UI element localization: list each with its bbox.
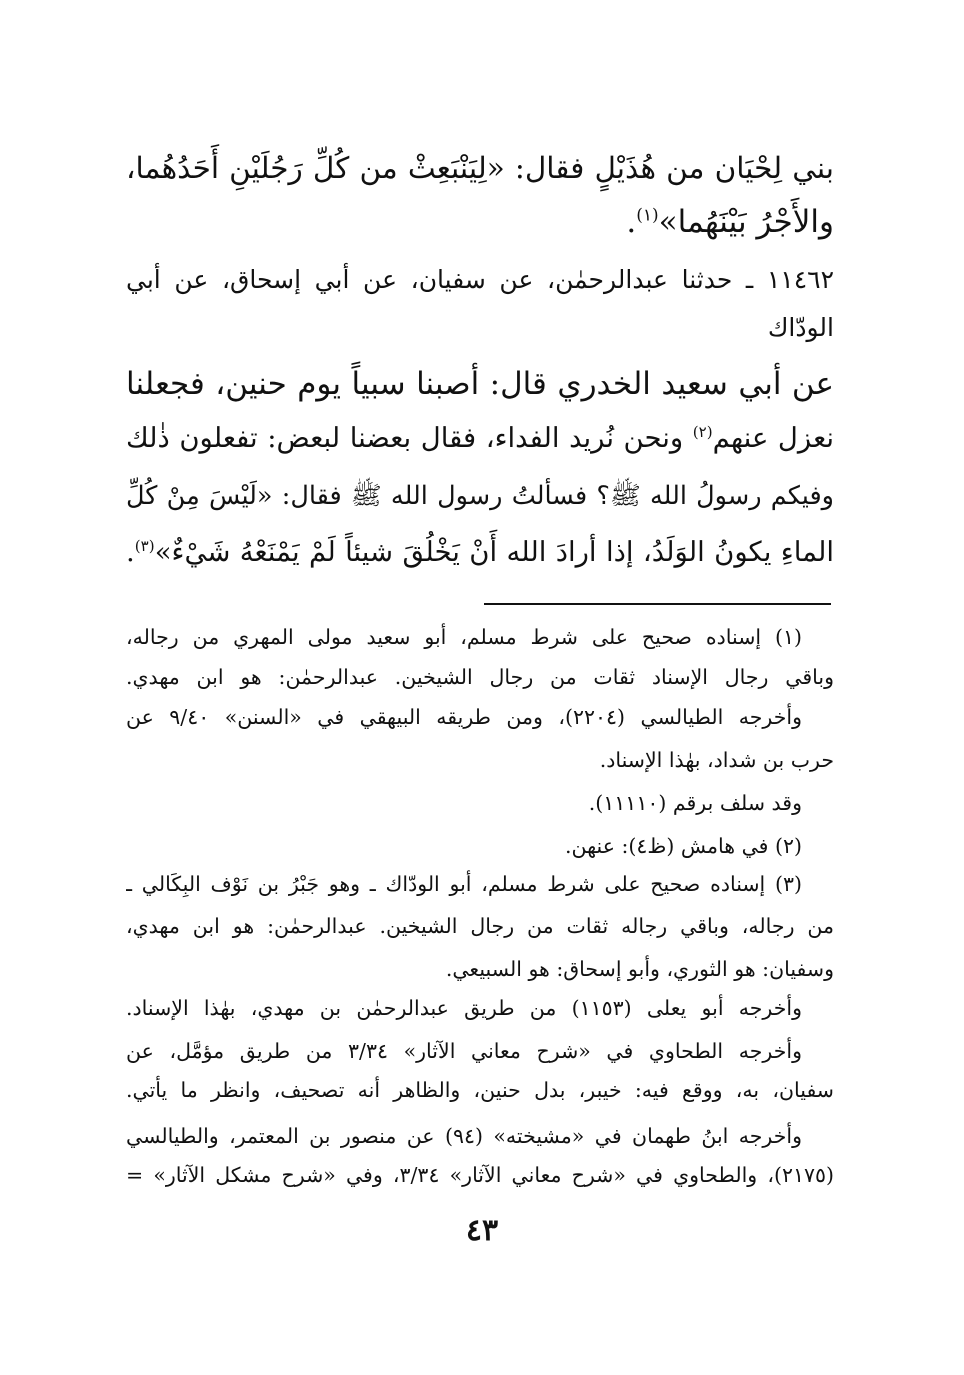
- footnote-line: وسفيان: هو الثوري، وأبو إسحاق: هو السبيعي.: [445, 957, 834, 981]
- footnote-line: سفيان، به، ووقع فيه: خيبر، بدل حنين، والظاهر أنه تصحيف، وانظر ما يأتي.: [126, 1078, 834, 1102]
- footnote-line: (٢١٧٥)، والطحاوي في «شرح معاني الآثار» ٣/٣٤، وفي «شرح مشكل الآثار» =: [126, 1163, 834, 1187]
- hadith-text-fragment: .: [126, 536, 135, 568]
- footnote-line: وأخرجه الطيالسي (٢٢٠٤)، ومن طريقه البيهقي في «السنن» ٩/٤٠ عن: [126, 705, 802, 729]
- footnote-line: (٢) في هامش (ظ٤): عنهن.: [564, 834, 802, 858]
- footnote-line: من رجاله، وباقي رجاله ثقات من رجال الشيخين. عبدالرحمٰن: هو ابن مهدي،: [126, 914, 834, 938]
- footnote-line: وأخرجه ابنُ طهمان في «مشيخته» (٩٤) عن منصور بن المعتمر، والطيالسي: [126, 1124, 802, 1148]
- hadith-text-fragment: الماءِ يكونُ الوَلَدُ، إذا أرادَ الله أَنْ يَخْلُقَ شيئاً لَمْ يَمْنَعْهُ شَيْءٌ»: [154, 536, 834, 568]
- main-text-fragment: والأَجْرُ بَيْنَهُما»: [658, 204, 834, 240]
- hadith-chain-line: ١١٤٦٢ ـ حدثنا عبدالرحمٰن، عن سفيان، عن أبي إسحاق، عن أبي: [126, 265, 834, 294]
- hadith-text-line: [126, 526, 834, 578]
- hadith-text-line: عن أبي سعيد الخدري قال: أصبنا سبياً يوم حنين، فجعلنا: [126, 366, 834, 402]
- hadith-text-line: وفيكم رسولُ الله ﷺ؟ فسألتُ رسول الله ﷺ فقال: «لَيْسَ مِنْ كُلِّ: [126, 481, 834, 511]
- page-number: ٤٣: [465, 1213, 499, 1248]
- hadith-text-fragment: نعزل عنهم: [712, 422, 834, 454]
- footnote-reference: (١): [636, 205, 659, 226]
- main-text-line: [126, 196, 834, 248]
- main-text-line: بني لِحْيَان من هُذَيْلٍ فقال: «لِيَنْبَعِثْ من كُلِّ رَجُلَيْنِ أَحَدُهُما،: [126, 151, 834, 185]
- footnote-line: وأخرجه أبو يعلى (١١٥٣) من طريق عبدالرحمٰن بن مهدي، بهٰذا الإسناد.: [126, 996, 802, 1020]
- footnote-reference: (٢): [692, 422, 713, 441]
- hadith-text-line: [126, 412, 834, 464]
- footnote-line: وقد سلف برقم (١١١١٠).: [588, 791, 802, 815]
- hadith-chain-line: الودّاك: [767, 313, 834, 342]
- footnote-reference: (٣): [134, 536, 155, 555]
- footnote-separator: [484, 603, 831, 605]
- footnote-line: وأخرجه الطحاوي في «شرح معاني الآثار» ٣/٣٤ من طريق مؤمَّل، عن: [126, 1039, 802, 1063]
- footnote-line: حرب بن شداد، بهٰذا الإسناد.: [599, 748, 834, 772]
- footnote-line: وباقي رجال الإسناد ثقات من رجال الشيخين. عبدالرحمٰن: هو ابن مهدي.: [126, 665, 834, 689]
- footnote-line: (١) إسناده صحيح على شرط مسلم، أبو سعيد مولى المهري من رجاله،: [126, 625, 802, 649]
- hadith-text-fragment: ونحن نُريد الفداء، فقال بعضنا لبعض: تفعلون ذٰلك: [126, 422, 693, 454]
- main-text-fragment: .: [626, 204, 637, 240]
- footnote-line: (٣) إسناده صحيح على شرط مسلم، أبو الودّاك ـ وهو جَبْرُ بن نَوْف البِكَالي ـ: [126, 872, 802, 896]
